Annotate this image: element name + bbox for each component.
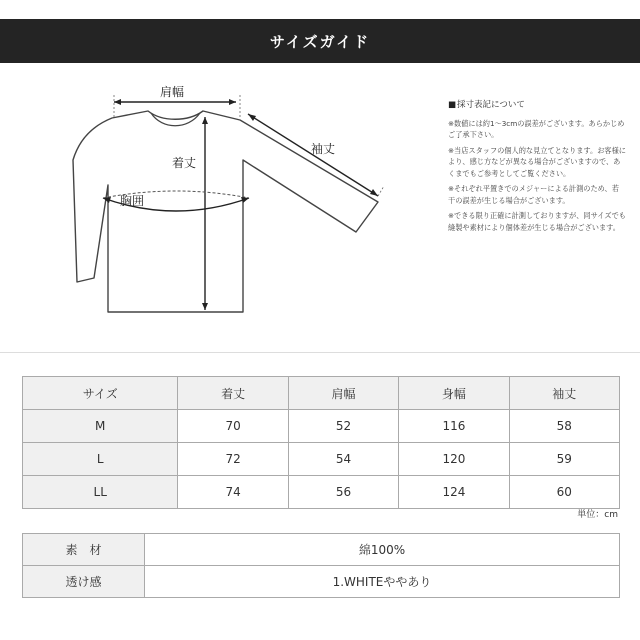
size-cell: M bbox=[23, 410, 178, 443]
value-cell: 124 bbox=[399, 476, 509, 509]
page-header bbox=[0, 19, 640, 63]
value-cell: 59 bbox=[509, 443, 619, 476]
value-cell: 70 bbox=[178, 410, 288, 443]
table-row bbox=[23, 443, 620, 476]
header-cell: サイズ bbox=[23, 377, 178, 410]
notes-title: ■ 採寸表記について bbox=[448, 100, 626, 112]
value-cell: 116 bbox=[399, 410, 509, 443]
section-divider bbox=[0, 352, 640, 353]
note-item: ※当店スタッフの個人的な見立てとなります。お客様により、感じ方などが異なる場合がございますので、あくまでもご参考としてご覧ください。 bbox=[448, 145, 626, 178]
length-label: 着丈 bbox=[172, 156, 197, 170]
measurement-notes bbox=[448, 100, 626, 237]
table-header-row bbox=[23, 377, 620, 410]
sleeve-label: 袖丈 bbox=[311, 142, 336, 156]
header-cell: 袖丈 bbox=[509, 377, 619, 410]
value-cell: 60 bbox=[509, 476, 619, 509]
sheerness-value: 1.WHITEややあり bbox=[145, 566, 620, 598]
size-cell: LL bbox=[23, 476, 178, 509]
sheerness-label: 透け感 bbox=[23, 566, 145, 598]
header-cell: 肩幅 bbox=[288, 377, 398, 410]
material-label: 素 材 bbox=[23, 534, 145, 566]
chest-label: 胸囲 bbox=[120, 194, 145, 208]
value-cell: 58 bbox=[509, 410, 619, 443]
header-cell: 身幅 bbox=[399, 377, 509, 410]
material-table bbox=[22, 533, 620, 598]
table-row bbox=[23, 566, 620, 598]
size-table bbox=[22, 376, 620, 509]
unit-label: 単位：cm bbox=[577, 510, 618, 520]
value-cell: 52 bbox=[288, 410, 398, 443]
table-row bbox=[23, 476, 620, 509]
value-cell: 74 bbox=[178, 476, 288, 509]
page-title: サイズガイド bbox=[269, 32, 371, 51]
size-cell: L bbox=[23, 443, 178, 476]
value-cell: 120 bbox=[399, 443, 509, 476]
table-row bbox=[23, 410, 620, 443]
value-cell: 72 bbox=[178, 443, 288, 476]
shoulder-label: 肩幅 bbox=[160, 85, 185, 99]
table-row bbox=[23, 534, 620, 566]
note-item: ※できる限り正確に計測しておりますが、同サイズでも縫製や素材により個体差が生じる場合がございます。 bbox=[448, 211, 626, 232]
header-cell: 着丈 bbox=[178, 377, 288, 410]
value-cell: 54 bbox=[288, 443, 398, 476]
material-value: 綿100% bbox=[145, 534, 620, 566]
value-cell: 56 bbox=[288, 476, 398, 509]
note-item: ※それぞれ平置きでのメジャーによる計測のため、若干の誤差が生じる場合がございます。 bbox=[448, 184, 619, 205]
note-item: ※数値には約1〜3cmの誤差がございます。あらかじめご了承下さい。 bbox=[448, 118, 625, 139]
